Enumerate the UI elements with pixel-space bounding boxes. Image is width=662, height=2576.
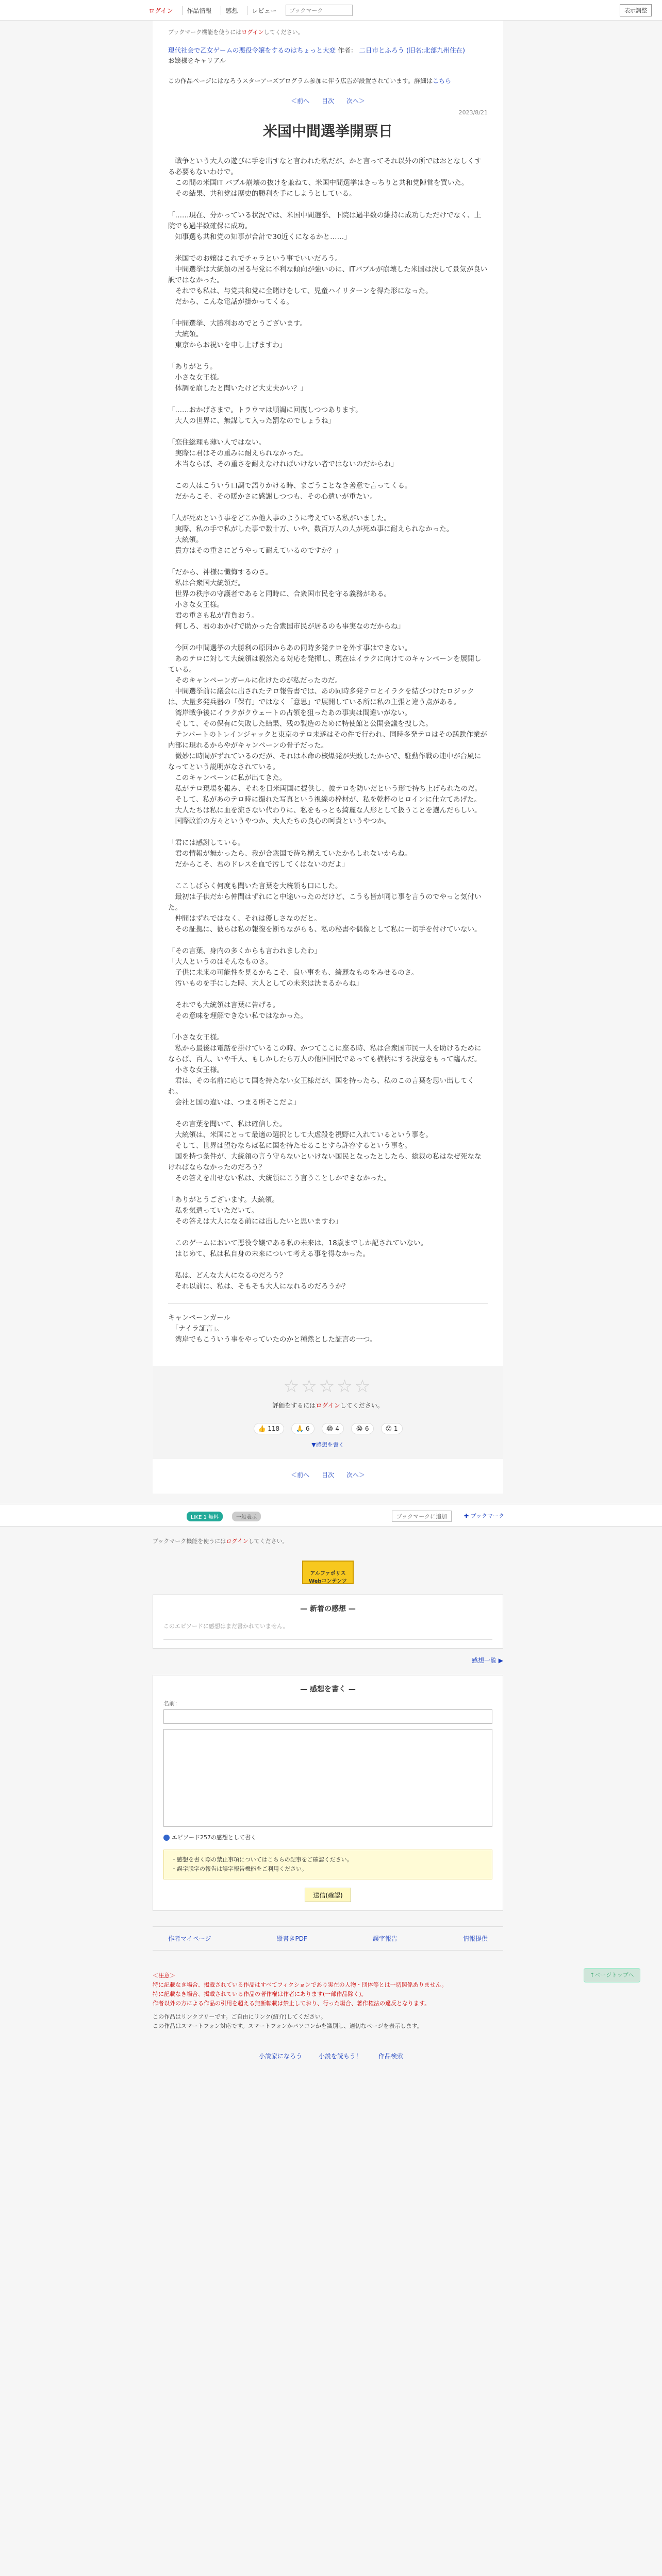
series-title-link[interactable]: 現代社会で乙女ゲームの悪役令嬢をするのはちょっと大変 <box>168 46 336 54</box>
body-paragraph: 戦争という大人の遊びに手を出すなと言われた私だが、かと言ってそれ以外の所ではおとなしくする必要もないわけで。 この間の米国IT バブル崩壊の抜けを兼ねて、米国中間選挙はきっちりと共和党陣営を買いた。 その結果、共和党は歴史的勝利を手にしようとしている。 <box>168 157 482 198</box>
bookmark-add-box[interactable]: ブックマークに追加 <box>392 1511 452 1522</box>
body-paragraph: 「だから、神様に懺悔するのさ。 私は合衆国大統領だ。 世界の秩序の守護者であると同時に、合衆国市民を守る義務がある。 小さな女王様。 君の重さも私が背負おう。 何しろ、君のおかげで助かった合衆国市民が居るのも事実なのだからね」 <box>168 568 405 631</box>
alphapolis-logo[interactable]: アルファポリス Webコンテンツ <box>302 1561 354 1584</box>
body-paragraph: 「ありがとうございます。大統領。 私を気遣っていただいて。 その答えは大人になる前には出したいと思いますわ」 <box>168 1196 342 1226</box>
afterword: キャンペーンガール 「ナイラ証言」。 湾岸でもこういう事をやっていたのかと種然とした証言の一つ。 <box>168 1314 377 1344</box>
write-impression-box <box>153 1675 503 1911</box>
impression-textarea[interactable] <box>163 1729 492 1827</box>
toc-link[interactable]: 目次 <box>321 97 334 105</box>
prev-link[interactable]: ＜前へ <box>291 97 310 105</box>
episode-body <box>153 156 503 1292</box>
body-paragraph: この人はこういう口調で語りかける時、まごうことなき善意で言ってくる。 だからこそ、その暖かさに感謝しつつも、その心遣いが重たい。 <box>175 482 412 501</box>
prev-link[interactable]: ＜前へ <box>291 1471 310 1479</box>
bookmark-button[interactable]: ✚ ブックマーク <box>464 1513 504 1519</box>
series-info: 現代社会で乙女ゲームの悪役令嬢をするのはちょっと大変 作者： 二日市とふろう (旧名:北部九州住在) お嬢様をキャリアル <box>168 45 488 66</box>
like-badge[interactable]: LIKE 1 無料 <box>187 1512 223 1521</box>
body-paragraph: 「小さな女王様。 私から最後は電話を掛けているこの時、かつてここに座る時、私は合衆国市民一人を助けるためにならば、百人、いや千人、もしかしたら万人の他国国民であっても横柄にする決意をもって臨んだ。 小さな女王様。 君は、その名前に応じて国を持たない女王様だが、国を持ったら、私のこの言葉を思い出してくれ。 会社と国の違いは、つまる所そこだよ」 <box>168 1033 482 1107</box>
episode-title: 米国中間選挙開票日 <box>262 123 393 140</box>
login-link[interactable]: ログイン <box>148 7 173 14</box>
impression-rules-note: ・感想を書く際の禁止事項についてはこちらの記事をご確認ください。 ・誤字脱字の報告は誤字報告機能をご利用ください。 <box>163 1850 492 1879</box>
next-link[interactable]: 次へ＞ <box>346 1471 365 1479</box>
body-paragraph: このゲームにおいて悪役令嬢である私の未来は、18歳までしか記されていない。 はじめて、私は私自身の未来について考える事を得なかった。 <box>175 1239 428 1258</box>
episode-checkbox-line: エピソード257の感想として書く <box>163 1833 492 1841</box>
login-inline-link[interactable]: ログイン <box>241 29 264 36</box>
body-paragraph: ここしばらく何度も聞いた言葉を大統領も口にした。 最初は子供だから仲間はずれにと中途いったのだけど、こうも皆が同じ事を言うのでやっと気付いた。 仲間はずれではなく、それは優しさなのだと。 その証拠に、彼らは私の報復を断ちながらも、私の秘書や偶像として私に一切手を付けていない。 <box>168 882 482 934</box>
name-input[interactable] <box>163 1709 492 1724</box>
body-paragraph: 「人が死ぬという事をどこか他人事のように考えている私がいました。 実際、私の手で私がした事で数十万、いや、数百万人の人が死ぬ事に耐えられなかった。 大統領。 貴方はその重さにどうやって耐えているのですか？」 <box>168 514 454 555</box>
footer-links <box>0 2043 662 2071</box>
body-paragraph: 「恋住総理も薄い人ではない。 実際に君はその重みに耐えられなかった。 本当ならば、その重さを耐えなければいけない者ではないのだからね」 <box>168 438 398 468</box>
caution-section: ＜注意＞ 特に記載なき場合、掲載されている作品はすべてフィクションであり実在の人物・団体等とは一切関係ありません。 特に記載なき場合、掲載されている作品の著作権は作者にあります(一部作品除く)。 作者以外の方による作品の引用を超える無断転載は禁止しており、行った場合、著作権法の違反となります。 この作品はリンクフリーです。ご自由にリンク(紹介)してください。 この作品はスマートフォン対応です。スマートフォンかパソコンかを識別し、適切なページを表示します。 <box>153 1972 448 2029</box>
reviews-link[interactable]: レビュー <box>247 6 280 15</box>
main-content <box>153 21 503 1494</box>
impressions-list-link[interactable]: 感想一覧 ▶ <box>471 1657 503 1664</box>
lower-login-link[interactable]: ログイン <box>226 1538 249 1545</box>
body-paragraph: 「その言葉、身内の多くからも言われましたわ」 「大人というのはそんなものさ。 子供に未来の可能性を見るからこそ、良い事をも、綺麗なものをみせるのさ。 汚いものを手にした時、大人としての未来は決まるからね」 <box>168 947 419 988</box>
author-suffix[interactable]: (旧名:北部九州住在) <box>406 46 465 54</box>
rating-section <box>153 1366 503 1459</box>
body-paragraph: 私は、どんな大人になるのだろう？ それ以前に、私は、そもそも大人になれるのだろうか？ <box>175 1272 349 1291</box>
lower-section <box>153 1537 503 2031</box>
reaction-button[interactable]: 🙏 6 <box>291 1423 314 1434</box>
new-impressions-box <box>153 1595 503 1649</box>
display-badge[interactable]: 一般表示 <box>232 1512 261 1521</box>
display-settings-button[interactable]: 表示調整 <box>620 4 652 16</box>
body-paragraph: 「……おかげさまで。トラウマは順調に回復しつつあります。 大人の世界に、無謀して入った罰なのでしょうね」 <box>168 406 362 425</box>
promo-note: この作品ページにはなろうスターアーズプログラム参加に伴う広告が設置されています。詳細はこちら <box>168 77 452 84</box>
reaction-button[interactable]: 👍 118 <box>254 1423 285 1434</box>
promo-link[interactable]: こちら <box>433 77 452 84</box>
info-link[interactable]: 情報提供 <box>462 1935 488 1942</box>
submit-button[interactable]: 送信(確認) <box>305 1888 351 1902</box>
body-paragraph: 米国でのお嬢はこれでチャラという事でいいだろう。 中間選挙は大統領の居る与党に不利な傾向が強いのに、ITバブルが崩壊した米国は決して景気が良い訳ではなかった。 それでも私は、与党共和党に全賭けをして、児童ハイリターンを得た形になった。 だから、こんな電話が掛かってくる。 <box>168 255 488 306</box>
body-paragraph: 今回の中間選挙の大勝利の原因からあの同時多発テロを外す事はできない。 あのテロに対して大統領は毅然たる対応を発揮し、現在はイラクに向けてのキャンペーンを展開している。 そのキャンペーンガールに化けたのが私だったのだ。 中間選挙前に議会に出されたテロ報告書では、あの同時多発テロとイラクを結びつけたロジックは、大量多発兵器の「保有」ではなく「意思」で展開している所に私の主張と違う点がある。 湾岸戦争後にイラクがクウェートの占領を狙ったあの事実は間違いがない。 そして、その保有に失敗した結果、残の製造のために特使館と公開会議を捜した。 テンパートのトレインジャックと東京のテロ未遂はその件で行われ、同時多発テロはその蹉跌作業が内部に現れるからやがキャンペーンの骨子だった。 微妙に時間がずれているのだが、それは本命の核爆発が失敗したからで、駐動作戦の連中が台風になってという説明がなされている。 このキャンペーンに私が出てきた。 私がテロ現場を報み、それを日米両国に提供し、彼テロを防いだという形で持ち上げられたのだ。 そして、私があのテロ時に撮れた写真という視線の枠材が、私を乾杯のヒロインに仕立てあげた。 大人たちは私に血を流さない代わりに、私をもっとも綺麗な人形として扱うことを選んだらしい。 国際政治の方々というやつか、大人たちの良心の呵責というやつか。 <box>168 644 487 825</box>
impressions-link[interactable]: 感想 <box>221 6 242 15</box>
episode-checkbox[interactable] <box>163 1835 170 1841</box>
write-impression-link[interactable]: ▼感想を書く <box>311 1442 344 1448</box>
bottom-toolbar <box>0 1504 662 1527</box>
top-nav <box>0 0 662 21</box>
new-impressions-title: — 新着の感想 — <box>300 1605 356 1613</box>
reaction-button[interactable]: 😭 6 <box>351 1423 373 1434</box>
body-paragraph: 「ありがとう。 小さな女王様。 体調を崩したと聞いたけど大丈夫かい？」 <box>168 363 307 393</box>
body-paragraph: その言葉を聞いて、私は確信した。 大統領は、米国にとって最適の選択として大虐殺を視野に入れているという事を。 そして、世界は望むならば私に国を持たせることすら許容するという事を。 国を持つ条件が、大統領の言う守らないといけない国民となったとしたら、総裁の私はなぜ死ななければならなかったのだろう？ その答えを出せない私は、大統領にこう言うことしかできなかった。 <box>168 1120 482 1182</box>
rating-login-link[interactable]: ログイン <box>316 1402 340 1409</box>
works-link[interactable]: 作品情報 <box>182 6 216 15</box>
reaction-button[interactable]: 😂 4 <box>322 1423 344 1434</box>
bookmark-note: ブックマーク機能を使うにはログインしてください。 <box>168 29 304 36</box>
typo-report-link[interactable]: 誤字報告 <box>372 1935 398 1942</box>
body-paragraph: それでも大統領は言葉に告げる。 その意味を理解できない私ではなかった。 <box>175 1001 307 1020</box>
lower-bookmark-note: ブックマーク機能を使うにはログインしてください。 <box>153 1538 288 1545</box>
body-paragraph: 「君には感謝している。 君の情報が無かったら、我が合衆国で待ち構えていたかもしれないからね。 だからこそ、君のドレスを血で汚してくはないのだよ」 <box>168 839 412 869</box>
star-rating[interactable]: ☆☆☆☆☆ <box>283 1376 373 1397</box>
bookmark-search-input[interactable] <box>286 5 353 16</box>
footer-link[interactable]: 作品検索 <box>378 2053 403 2060</box>
chapter-name: お嬢様をキャリアル <box>168 57 226 64</box>
pager-top <box>168 96 488 105</box>
rating-note: 評価をするにはログインしてください。 <box>272 1402 384 1409</box>
author-link[interactable]: 二日市とふろう <box>359 46 405 54</box>
reaction-buttons <box>153 1423 503 1434</box>
footer-link[interactable]: 小説を読もう！ <box>318 2053 362 2060</box>
body-paragraph: 「……現在、分かっている状況では、米国中間選挙、下院は過半数の維持に成功しただけでなく、上院でも過半数確保に成功。 知事選も共和党の知事が合計で30近くになるかと……」 <box>168 211 482 241</box>
pager-bottom <box>153 1470 503 1479</box>
reaction-button[interactable]: 😮 1 <box>381 1423 403 1434</box>
vertical-pdf-link[interactable]: 縦書きPDF <box>276 1935 307 1942</box>
new-impressions-empty: このエピソードに感想はまだ書かれていません。 <box>163 1619 492 1640</box>
episode-date: 2023/8/21 <box>458 109 488 116</box>
footer-link[interactable]: 小説家になろう <box>259 2053 303 2060</box>
toc-link[interactable]: 目次 <box>321 1471 334 1479</box>
author-mypage-link[interactable]: 作者マイページ <box>168 1935 211 1942</box>
work-links-bar <box>153 1926 503 1951</box>
write-impression-title: — 感想を書く — <box>300 1685 356 1693</box>
name-label: 名前： <box>163 1700 180 1707</box>
next-link[interactable]: 次へ＞ <box>346 97 365 105</box>
page-top-button[interactable]: ↑ページトップへ <box>584 1968 640 1982</box>
body-paragraph: 「中間選挙、大勝利おめでとうございます。 大統領。 東京からお祝いを申し上げますわ」 <box>168 319 307 349</box>
